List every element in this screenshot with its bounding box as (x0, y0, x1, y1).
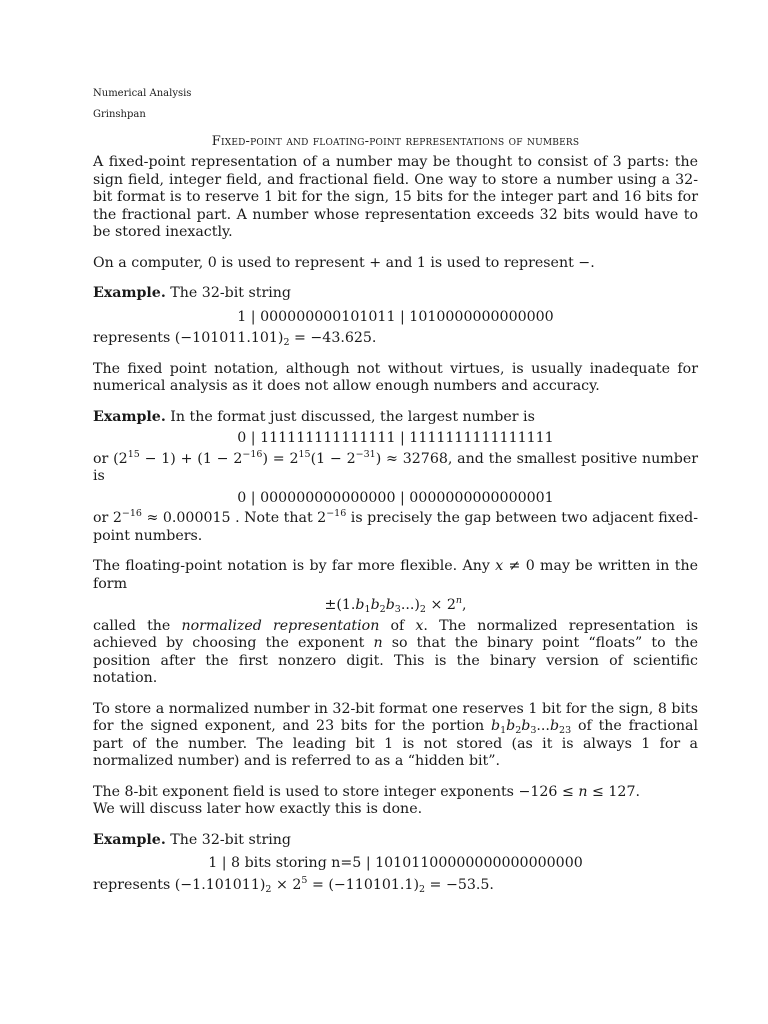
example-1-result (93, 330, 698, 348)
math-variable: b (521, 718, 531, 734)
paragraph-exponent-field (93, 784, 698, 819)
math-text: ) = 2 (262, 450, 299, 467)
superscript: 5 (301, 874, 308, 886)
math-text: (1 − 2 (310, 450, 356, 467)
paragraph-floating-point-intro (93, 558, 698, 593)
math-variable: n (578, 783, 588, 800)
math-variable: b (549, 718, 560, 734)
math-text: or (2 (93, 450, 128, 467)
paragraph-fixed-point-limitation: The fixed point notation, although not without virtues, is usually inadequate for numerical analysis as it does not allow enough numbers and accuracy. (93, 360, 698, 394)
superscript: 15 (298, 448, 311, 460)
text: The 8-bit exponent field is used to store integer exponents −126 ≤ (93, 783, 579, 800)
text: We will discuss later how exactly this is done. (93, 801, 423, 817)
math-variable: n (455, 595, 463, 606)
subscript: 1 (364, 604, 371, 615)
text: called the (93, 617, 182, 634)
example-3-bitstring: 1 | 8 bits storing n=5 | 10101100000000000000000 (208, 855, 583, 871)
math-text: ±(1. (324, 597, 356, 613)
subscript: 1 (500, 725, 507, 736)
example-1-result-text: represents (−101011.101) (93, 330, 284, 346)
math-text: × 2 (425, 597, 456, 613)
text: of the fractional part of the number. The leading bit 1 is not stored (as it is always 1 for a normalized number) and is referred to as a “hidden bit”. (93, 718, 698, 769)
document-page (93, 87, 698, 894)
example-3-result (93, 874, 698, 895)
math-variable: b (355, 597, 365, 613)
normalized-form-formula (93, 597, 698, 615)
subscript: 2 (379, 604, 386, 615)
paragraph-fixed-point-intro: A fixed-point representation of a number may be thought to consist of 3 parts: the sign field, integer field, and fractional field. One way to store a number using a 32-bit format is to reserve 1 bit for the sign, 15 bits for the integer part and 16 bits for the fractional part. A number whose representation exceeds 32 bits would have to be stored inexactly. (93, 154, 698, 240)
example-2-largest-bitstring: 0 | 111111111111111 | 1111111111111111 (237, 430, 554, 446)
subscript: 2 (419, 883, 426, 895)
math-variable: b (385, 597, 395, 613)
math-text: ... (536, 718, 550, 734)
author-name: Grinshpan (93, 109, 146, 120)
math-text: = (−110101.1) (307, 876, 419, 893)
math-variable: b (490, 718, 501, 734)
math-text: ≈ 0.000015 . Note that 2 (141, 510, 327, 526)
subscript: 2 (283, 337, 290, 348)
course-name: Numerical Analysis (93, 88, 192, 99)
text: ≤ 127. (587, 783, 640, 800)
text: ≠ 0 may be written in the form (93, 558, 698, 592)
math-text: ...) (400, 597, 420, 613)
math-text: − 1) + (1 − 2 (139, 450, 243, 467)
math-text: is precisely the gap between two adjacent fixed-point numbers. (93, 510, 698, 544)
example-2-intro (93, 409, 698, 427)
paragraph-32-bit-format (93, 701, 698, 771)
superscript: 15 (127, 448, 140, 460)
subscript: 2 (515, 725, 522, 736)
math-text: = −53.5. (425, 876, 494, 893)
math-text: ) ≈ 32768, and the smallest positive number is (93, 450, 698, 484)
text: To store a normalized number in 32-bit format one reserves 1 bit for the sign, 8 bits for the signed exponent, and 23 bits for the portion (93, 700, 698, 734)
example-3-text: The 32-bit string (170, 831, 291, 848)
superscript: −16 (326, 508, 347, 519)
text: so that the binary point “floats” to the position after the first nonzero digit. This is the binary version of scientific notation. (93, 635, 699, 686)
subscript: 3 (394, 604, 401, 615)
text: of (379, 617, 416, 634)
math-variable: x (415, 617, 424, 634)
math-variable: b (370, 597, 380, 613)
superscript: −16 (121, 508, 142, 519)
example-2-gap-note (93, 510, 698, 545)
example-2-smallest-bitstring: 0 | 000000000000000 | 0000000000000001 (237, 489, 554, 506)
example-label: Example. (93, 285, 166, 301)
example-2-largest-value (93, 448, 698, 486)
text: The floating-point notation is by far more flexible. Any (93, 558, 496, 574)
example-2-text: In the format just discussed, the largest number is (170, 408, 535, 425)
math-text: , (462, 597, 467, 613)
example-label: Example. (93, 831, 166, 848)
superscript: −16 (242, 448, 263, 460)
subscript: 2 (265, 883, 272, 895)
superscript: −31 (355, 448, 376, 460)
subscript: 2 (419, 604, 426, 615)
text: . The normalized representation is achieved by choosing the exponent (93, 617, 699, 651)
math-variable: x (495, 558, 504, 574)
emphasized-term: normalized representation (181, 617, 380, 634)
example-1-bitstring: 1 | 000000000101011 | 1010000000000000 (237, 308, 554, 325)
math-variable: b (506, 718, 516, 734)
subscript: 3 (530, 725, 537, 736)
example-3-intro (93, 832, 698, 850)
page-title: Fixed-point and floating-point representations of numbers (211, 134, 580, 149)
example-1-result-value: = −43.625. (289, 330, 377, 346)
math-text: represents (−1.101011) (93, 876, 266, 893)
paragraph-normalized-representation (93, 618, 698, 688)
subscript: 23 (559, 725, 572, 736)
example-label: Example. (93, 408, 166, 425)
example-1-intro (93, 285, 698, 303)
math-variable: n (373, 635, 383, 651)
paragraph-sign-convention: On a computer, 0 is used to represent + and 1 is used to represent −. (93, 254, 595, 271)
example-1-text: The 32-bit string (170, 285, 291, 301)
math-text: × 2 (271, 876, 302, 893)
math-text: or 2 (93, 510, 122, 526)
